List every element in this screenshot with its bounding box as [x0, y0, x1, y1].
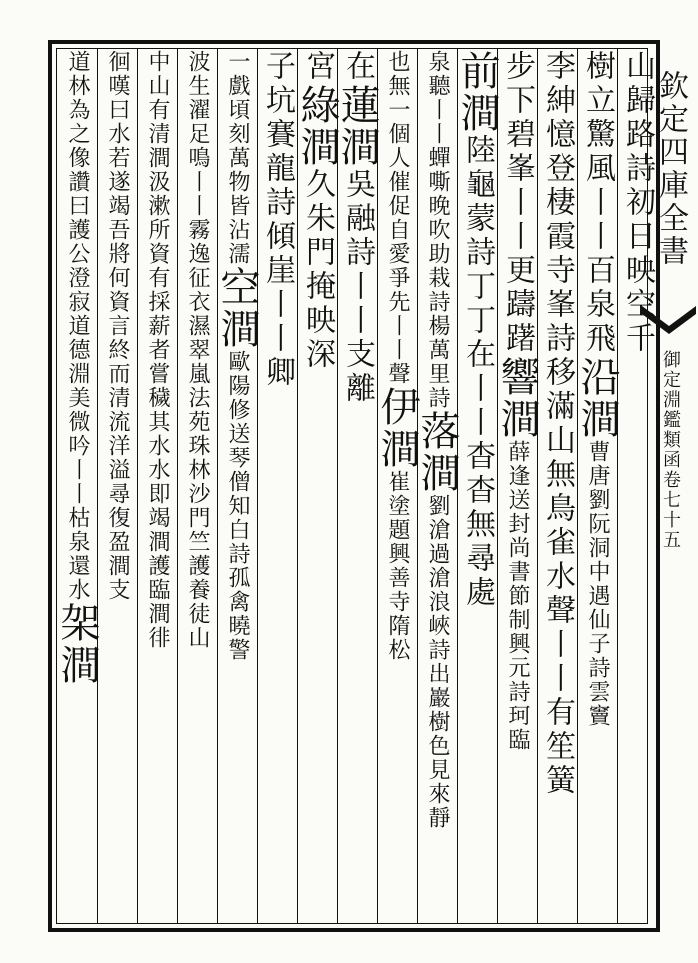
text-column: 子坑賽龍詩傾崖丨丨卿: [260, 50, 295, 390]
text-column: 中山有清澗汲漱所資有採薪者嘗穢其水水即竭澗護臨澗徘: [145, 50, 170, 650]
text-column: 也無一個人催促自愛爭先丨丨聲伊澗崔塗題興善寺隋松: [374, 50, 420, 662]
text-column: 宮綠澗久朱門掩映深: [294, 50, 340, 372]
text-column: 步下碧峯丨丨更躊躇響澗薛逢送封尚書節制興元詩珂臨: [494, 50, 540, 752]
text-column: 在蓮澗吳融詩丨丨支離: [334, 50, 380, 406]
text-column: 山歸路詩初日映空千: [620, 50, 655, 356]
text-column: 泉聽丨丨蟬嘶晚吹助栽詩楊萬里詩落澗劉滄過滄浪峽詩出巖樹色見來靜: [414, 50, 460, 830]
margin-volume: 卷七十五: [660, 470, 681, 550]
margin-book-title: 御定淵鑑類函: [660, 350, 681, 470]
margin-title: 欽定四庫全書: [653, 70, 688, 268]
text-column: 前澗陸龜蒙詩丁丁在丨丨杳杳無尋處: [454, 50, 500, 610]
text-column: 徊嘆曰水若遂竭吾將何資言終而清流洋溢尋復盈澗支: [105, 50, 130, 602]
text-column: 樹立驚風丨丨百泉飛沿澗曹唐劉阮洞中遇仙子詩雲竇: [574, 50, 620, 728]
text-column: 波生濯足鳴丨丨霧逸征衣濕翠嵐法苑珠林沙門竺護養徒山: [185, 50, 210, 650]
text-column: 李紳憶登棲霞寺峯詩移滿山無鳥雀水聲丨丨有笙簧: [540, 50, 575, 798]
text-column: 道林為之像讚曰護公澄寂道德淵美微吟丨丨枯泉還水架澗: [54, 50, 100, 686]
text-column: 一戲頃刻萬物皆沾濡空澗歐陽修送琴僧知白詩孤禽曉警: [214, 50, 260, 662]
